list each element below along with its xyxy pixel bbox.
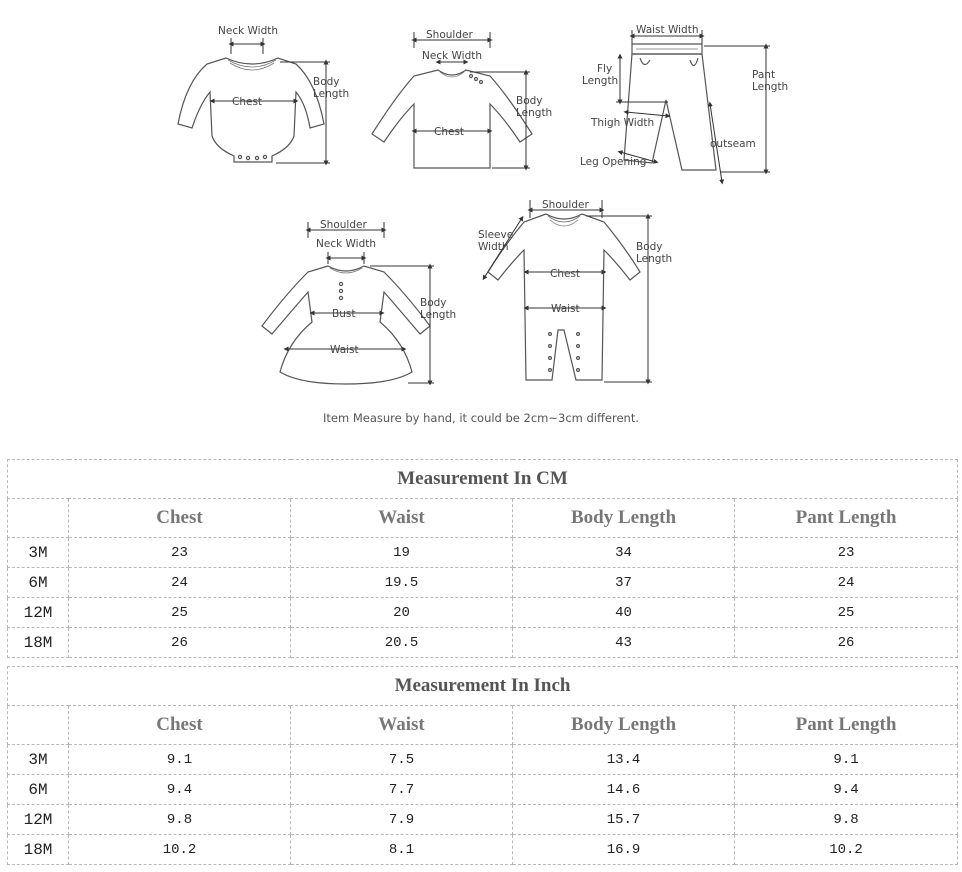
column-header-chest: Chest xyxy=(69,499,291,538)
measurement-table-inch xyxy=(7,666,958,865)
top-chest-label: Chest xyxy=(434,126,465,138)
table-cell: 16.9 xyxy=(513,835,735,865)
romper-sleeve-width-label: Width xyxy=(478,241,509,253)
table-cell: 26 xyxy=(735,628,958,658)
column-header-waist: Waist xyxy=(291,499,513,538)
table-cell: 10.2 xyxy=(735,835,958,865)
pants-fly-length-label: Length xyxy=(582,75,619,87)
table-cell: 13.4 xyxy=(513,745,735,775)
measurement-table-cm xyxy=(7,459,958,658)
table-cell: 26 xyxy=(69,628,291,658)
size-label: 18M xyxy=(8,628,69,658)
table-row xyxy=(8,805,958,835)
size-label: 3M xyxy=(8,745,69,775)
top-body-label: Body xyxy=(516,95,543,107)
table-cell: 9.4 xyxy=(69,775,291,805)
size-label: 12M xyxy=(8,805,69,835)
pants-leg-opening-label: Leg Opening xyxy=(580,156,647,168)
size-header-cell xyxy=(8,499,69,538)
bodysuit-neck-width-label: Neck Width xyxy=(218,25,279,37)
table-cell: 9.1 xyxy=(69,745,291,775)
table-cell: 7.5 xyxy=(291,745,513,775)
size-label: 6M xyxy=(8,568,69,598)
table-row xyxy=(8,745,958,775)
column-header-chest: Chest xyxy=(69,706,291,745)
table-cell: 37 xyxy=(513,568,735,598)
pants-thigh-width-label: Thigh Width xyxy=(591,117,655,129)
dress-length-label: Length xyxy=(420,309,457,321)
table-cell: 24 xyxy=(69,568,291,598)
table-title: Measurement In CM xyxy=(8,460,958,499)
table-cell: 20 xyxy=(291,598,513,628)
table-cell: 7.9 xyxy=(291,805,513,835)
table-cell: 19.5 xyxy=(291,568,513,598)
table-cell: 23 xyxy=(69,538,291,568)
column-header-waist: Waist xyxy=(291,706,513,745)
table-cell: 40 xyxy=(513,598,735,628)
table-title: Measurement In Inch xyxy=(8,667,958,706)
pants-pant-length-label: Length xyxy=(752,81,789,93)
column-header-body-length: Body Length xyxy=(513,706,735,745)
table-cell: 20.5 xyxy=(291,628,513,658)
romper-length-label: Length xyxy=(636,253,673,265)
top-neck-width-label: Neck Width xyxy=(422,50,483,62)
pants-outseam-label: outseam xyxy=(710,138,756,150)
bodysuit-body-label: Body xyxy=(313,76,340,88)
size-header-cell xyxy=(8,706,69,745)
bodysuit-length-label: Length xyxy=(313,88,350,100)
romper-chest-label: Chest xyxy=(550,268,581,280)
size-label: 6M xyxy=(8,775,69,805)
table-title-row xyxy=(8,460,958,499)
table-header-row xyxy=(8,706,958,745)
table-cell: 25 xyxy=(69,598,291,628)
table-cell: 9.1 xyxy=(735,745,958,775)
table-cell: 9.8 xyxy=(735,805,958,835)
pants-pant-label: Pant xyxy=(752,69,776,81)
column-header-pant-length: Pant Length xyxy=(735,706,958,745)
top-shoulder-label: Shoulder xyxy=(426,29,473,41)
table-cell: 43 xyxy=(513,628,735,658)
romper-sleeve-label: Sleeve xyxy=(478,229,514,241)
dress-waist-label: Waist xyxy=(330,344,359,356)
table-row xyxy=(8,538,958,568)
dress-body-label: Body xyxy=(420,297,447,309)
table-cell: 7.7 xyxy=(291,775,513,805)
romper-shoulder-label: Shoulder xyxy=(542,199,589,211)
table-cell: 9.8 xyxy=(69,805,291,835)
top-length-label: Length xyxy=(516,107,553,119)
column-header-body-length: Body Length xyxy=(513,499,735,538)
table-cell: 34 xyxy=(513,538,735,568)
table-cell: 10.2 xyxy=(69,835,291,865)
size-label: 18M xyxy=(8,835,69,865)
table-row xyxy=(8,775,958,805)
dress-bust-label: Bust xyxy=(332,308,356,320)
dress-shoulder-label: Shoulder xyxy=(320,219,367,231)
table-title-row xyxy=(8,667,958,706)
measurement-note: Item Measure by hand, it could be 2cm~3cm different. xyxy=(322,411,640,425)
table-cell: 25 xyxy=(735,598,958,628)
table-cell: 15.7 xyxy=(513,805,735,835)
size-label: 12M xyxy=(8,598,69,628)
table-cell: 19 xyxy=(291,538,513,568)
table-cell: 9.4 xyxy=(735,775,958,805)
table-header-row xyxy=(8,499,958,538)
column-header-pant-length: Pant Length xyxy=(735,499,958,538)
pants-waist-width-label: Waist Width xyxy=(636,24,699,36)
romper-body-label: Body xyxy=(636,241,663,253)
romper-illustration xyxy=(484,200,652,382)
pants-fly-label: Fly xyxy=(597,63,613,75)
dress-neck-width-label: Neck Width xyxy=(316,238,377,250)
table-cell: 24 xyxy=(735,568,958,598)
table-row xyxy=(8,568,958,598)
bodysuit-chest-label: Chest xyxy=(232,96,263,108)
table-cell: 8.1 xyxy=(291,835,513,865)
table-cell: 23 xyxy=(735,538,958,568)
table-cell: 14.6 xyxy=(513,775,735,805)
table-row xyxy=(8,628,958,658)
table-row xyxy=(8,835,958,865)
size-label: 3M xyxy=(8,538,69,568)
romper-waist-label: Waist xyxy=(551,303,580,315)
table-row xyxy=(8,598,958,628)
